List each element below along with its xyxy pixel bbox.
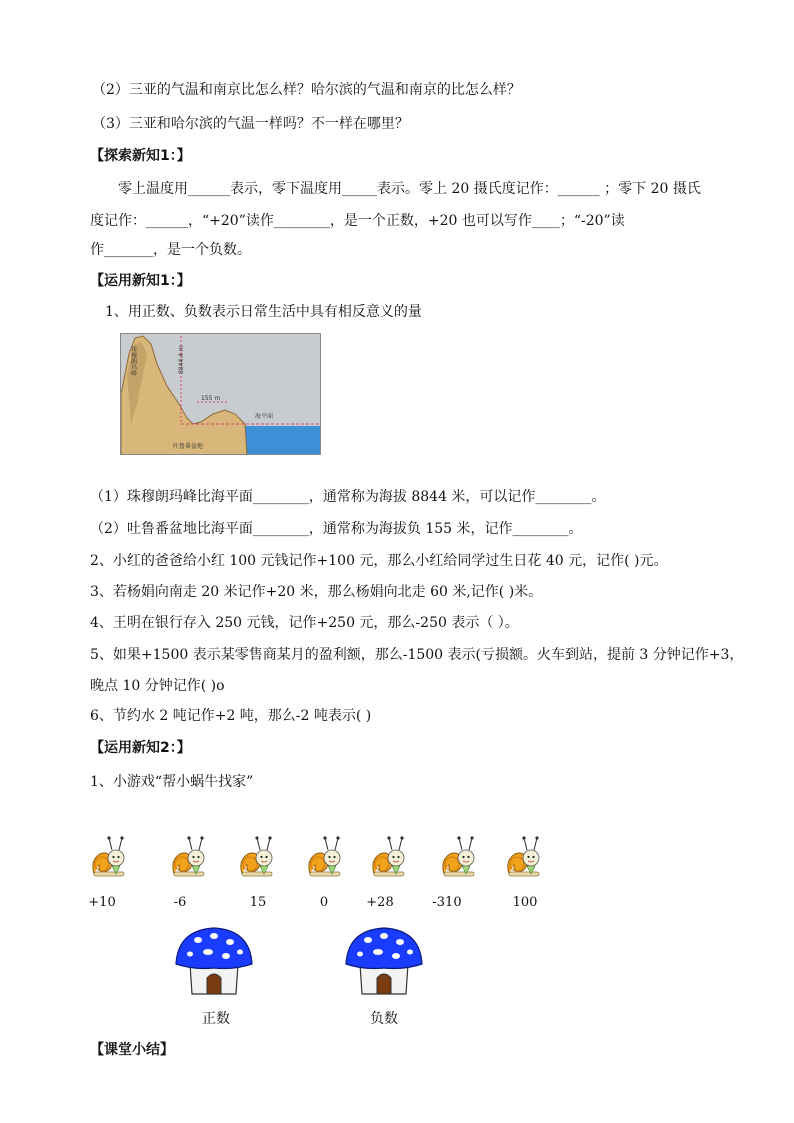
mushroom-house-icon bbox=[344, 924, 424, 996]
snail-icon[interactable] bbox=[505, 834, 541, 880]
height-label: 8844.4 m bbox=[178, 345, 185, 374]
item-4: 4、王明在银行存入 250 元钱，记作+250 元，那么-250 表示（ ）。 bbox=[90, 615, 519, 631]
sub-question-1: （1）珠穆朗玛峰比海平面________，通常称为海拔 8844 米，可以记作________。 bbox=[90, 489, 606, 505]
apply1-item-1: 1、用正数、负数表示日常生活中具有相反意义的量 bbox=[105, 304, 422, 320]
mushroom-house-icon bbox=[174, 924, 254, 996]
snail-icon[interactable] bbox=[370, 834, 406, 880]
snail-number[interactable]: 0 bbox=[319, 895, 329, 910]
mushroom-house-negative[interactable] bbox=[344, 924, 424, 996]
basin-label: 吐鲁番盆地 bbox=[173, 443, 204, 450]
snail-icon[interactable] bbox=[306, 834, 342, 880]
explore-paragraph-line-2: 度记作：______，“+20”读作________，是一个正数，+20 也可以写作____；“-20”读 bbox=[90, 213, 625, 229]
snail-number[interactable]: -6 bbox=[173, 895, 187, 910]
apply1-heading: 【运用新知1：】 bbox=[90, 273, 191, 289]
item-3: 3、若杨娟向南走 20 米记作+20 米，那么杨娟向北走 60 米,记作( )米。 bbox=[90, 584, 543, 600]
snail-icon[interactable] bbox=[170, 834, 206, 880]
question-3: （3）三亚和哈尔滨的气温一样吗？不一样在哪里？ bbox=[92, 116, 409, 132]
snail-number[interactable]: +10 bbox=[88, 895, 116, 910]
positive-house-label: 正数 bbox=[202, 1011, 230, 1027]
item-5-line-1: 5、如果+1500 表示某零售商某月的盈利额，那么-1500 表示(亏损额。火车到站，提前 3 分钟记作+3， bbox=[90, 647, 744, 663]
peak-label: 珠穆朗玛峰 bbox=[129, 346, 137, 376]
explore-paragraph-line-3: 作_______，是一个负数。 bbox=[90, 242, 251, 258]
apply2-heading: 【运用新知2：】 bbox=[90, 740, 191, 756]
question-2: （2）三亚的气温和南京比怎么样？哈尔滨的气温和南京的比怎么样？ bbox=[92, 82, 521, 98]
depth-label: 155 m bbox=[201, 395, 221, 402]
apply2-item-1: 1、小游戏“帮小蜗牛找家” bbox=[90, 774, 254, 790]
snail-icon[interactable] bbox=[238, 834, 274, 880]
mushroom-house-positive[interactable] bbox=[174, 924, 254, 996]
negative-house-label: 负数 bbox=[370, 1011, 398, 1027]
item-6: 6、节约水 2 吨记作+2 吨，那么-2 吨表示( ) bbox=[90, 708, 372, 724]
snail-number[interactable]: -310 bbox=[432, 895, 462, 910]
snail-number[interactable]: +28 bbox=[366, 895, 394, 910]
explore-paragraph-line-1: 零上温度用______表示，零下温度用_____表示。零上 20 摄氏度记作：______ ；零下 20 摄氏 bbox=[118, 181, 701, 197]
snail-number[interactable]: 100 bbox=[512, 895, 538, 910]
snail-icon[interactable] bbox=[90, 834, 126, 880]
item-2: 2、小红的爸爸给小红 100 元钱记作+100 元，那么小红给同学过生日花 40 元，记作( )元。 bbox=[90, 553, 668, 569]
item-5-line-2: 晚点 10 分钟记作( )o bbox=[90, 678, 225, 694]
snail-number[interactable]: 15 bbox=[249, 895, 267, 910]
explore-heading: 【探索新知1：】 bbox=[90, 148, 191, 164]
sea-level-label: 海平面 bbox=[255, 413, 274, 420]
summary-heading: 【课堂小结】 bbox=[90, 1042, 174, 1058]
sub-question-2: （2）吐鲁番盆地比海平面________，通常称为海拔负 155 米，记作________。 bbox=[90, 521, 583, 537]
snail-icon[interactable] bbox=[440, 834, 476, 880]
elevation-illustration bbox=[121, 334, 321, 455]
elevation-figure bbox=[120, 333, 321, 455]
